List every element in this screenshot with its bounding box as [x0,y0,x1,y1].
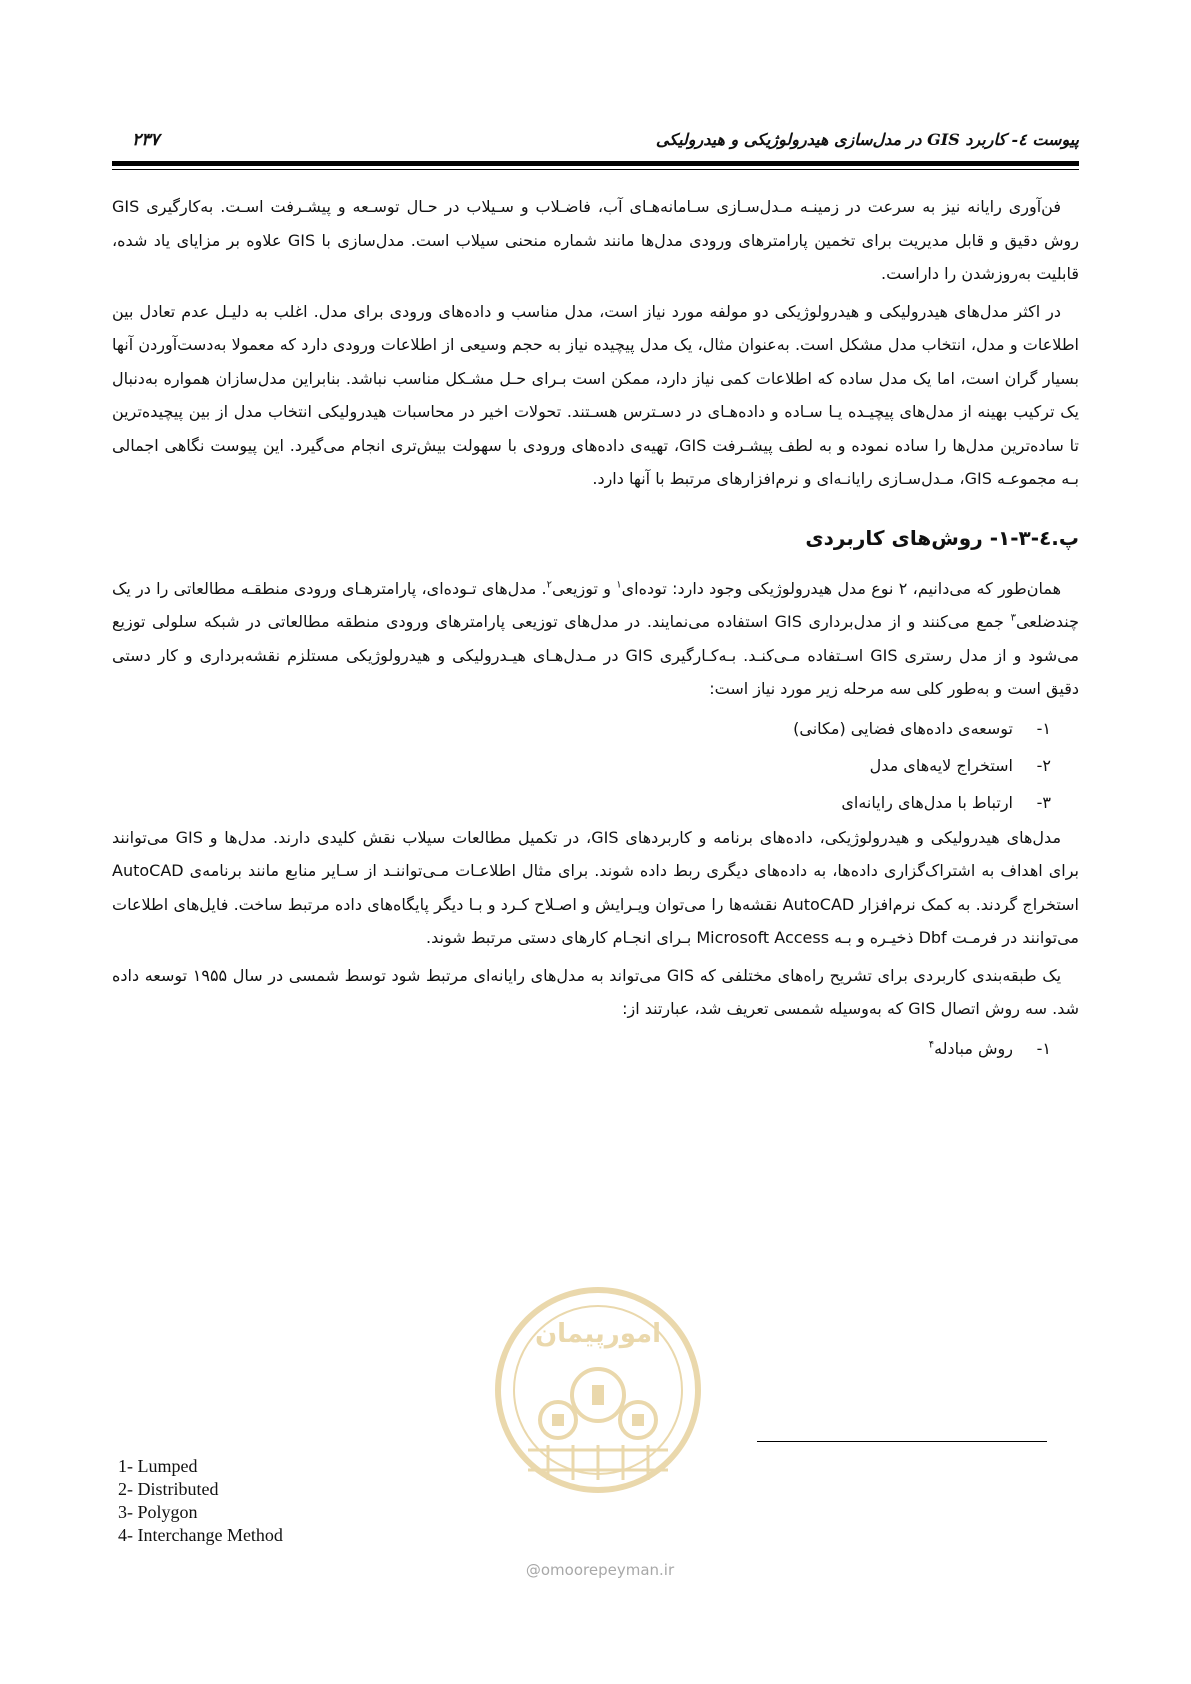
list-item [112,747,1051,784]
paragraph-intro-2: در اکثر مدل‌های هیدرولیکی و هیدرولوژیکی دو مولفه مورد نیاز است، مدل مناسب و داده‌های ورودی برای مدل. اغلب به دلیـل عدم تعادل بین اطلاعات و مدل، انتخاب مدل مشکل است. به‌عنوان مثال، یک مدل پیچیده نیاز به حجم وسیعی از اطلاعات ورودی دارد که معمولا به‌دست‌آوردن آنها بسیار گران است، اما یک مدل ساده که اطلاعات کمی نیاز دارد، ممکن است بـرای حـل مشـکل مناسب نباشد. بنابراین مدل‌سازان همواره به‌دنبال یک ترکیب بهینه از مدل‌های پیچیـده یـا سـاده و داده‌هـای در دسـترس هسـتند. تحولات اخیر در محاسبات هیدرولیکی انتخاب مدل از بین پیچیده‌ترین تا ساده‌ترین مدل‌ها را ساده نموده و به لطف پیشـرفت GIS، تهیه‌ی داده‌های ورودی با سهولت بیش‌تری انجام می‌گیرد. این پیوست نگاهی اجمالی بـه مجموعـه GIS، مـدل‌سـازی رایانـه‌ای و نرم‌افزارهای مرتبط با آنها دارد. [112,301,1079,488]
footnote-4: 4- Interchange Method [118,1525,283,1545]
watermark-url: @omoorepeyman.ir [525,1561,675,1579]
page-number: ۲۳۷ [132,130,160,150]
footnote-3: 3- Polygon [118,1502,198,1522]
paragraph-intro-1: فن‌آوری رایانه نیز به سرعت در زمینـه مـدل‌سـازی سـامانه‌هـای آب، فاضـلاب و سـیلاب در حـال توسـعه و پیشـرفت اسـت. به‌کارگیری GIS روش دقیق و قابل مدیریت برای تخمین پارامترهای ورودی مدل‌ها مانند شماره منحنی سیلاب است. مدل‌سازی با GIS علاوه بر مزایای یاد شده، قابلیت به‌روزشدن را داراست. [112,197,1079,283]
list-text: توسعه‌ی داده‌های فضایی (مکانی) [793,718,1013,738]
paragraph-classification: یک طبقه‌بندی کاربردی برای تشریح راه‌های مختلفی که GIS می‌تواند به مدل‌های رایانه‌ای مرتبط شود توسط شمسی در سال ۱۹۵۵ توسعه داده شد. سه روش اتصال GIS که به‌وسیله شمسی تعریف شد، عبارتند از: [112,965,1079,1018]
text-run: و توزیعی [552,578,617,598]
footnote-2: 2- Distributed [118,1479,219,1499]
running-title: پیوست ٤- کاربرد GIS در مدل‌سازی هیدرولوژیکی و هیدرولیکی [655,130,1079,149]
section-heading: پ.٤-٣-١- روش‌های کاربردی [805,525,1079,550]
footnote-separator [757,1441,1047,1442]
footnote-marker-4: ۴ [928,1039,935,1051]
header-rule-thick [112,161,1079,166]
list-text: روش مبادله [934,1038,1013,1058]
body-text [112,190,1079,1067]
paragraph-gis-links: مدل‌های هیدرولیکی و هیدرولوژیکی، داده‌های برنامه و کاربردهای GIS، در تکمیل مطالعات سیلاب نقش کلیدی دارند. مدل‌ها و GIS می‌توانند برای اهداف به اشتراک‌گزاری داده‌ها، به داده‌های دیگری ربط داده شوند. برای مثال اطلاعـات مـی‌تواننـد از سـایر منابع مانند برنامه‌ی AutoCAD استخراج گردند. به کمک نرم‌افزار AutoCAD نقشه‌ها را می‌توان ویـرایش و اصـلاح کـرد و بـا دیگر پایگاه‌های داده مرتبط ساخت. فایل‌های اطلاعات می‌توانند در فرمـت Dbf ذخیـره و بـه Microsoft Access بـرای انجـام کارهای دستی مرتبط شوند. [112,827,1079,947]
list-item [112,1030,1051,1067]
text-run: جمع می‌کنند و از مدل‌برداری GIS استفاده می‌نمایند. در مدل‌های توزیعی پارامترهای ورودی منطقه مطالعاتی در شبکه سلولی توزیع می‌شود و از مدل رستری GIS اسـتفاده مـی‌کنـد. بـه‌کـارگیری GIS در مـدل‌هـای هیـدرولیکی و هیدرولوژیکی مستلزم نقشه‌برداری و کار دستی دقیق است و به‌طور کلی سه مرحله زیر مورد نیاز است: [112,612,1080,698]
footnote-marker-1: ۱ [616,579,622,591]
list-number: ۱- [1036,1038,1051,1058]
steps-list [112,710,1079,821]
text-run: . مدل‌های تـوده‌ای، پارامترهـای ورودی منطقـه مطالعاتی را در یک چندضلعی [112,578,1080,631]
methods-list [112,1030,1079,1067]
paragraph-model-types [112,572,1079,706]
watermark-logo-text: امورپیمان [534,1319,662,1349]
list-text: استخراج لایه‌های مدل [869,755,1013,775]
running-header [112,130,1079,160]
footnotes [118,1455,283,1547]
list-number: ۲- [1036,755,1051,775]
footnote-marker-2: ۲ [546,579,553,591]
list-number: ۳- [1036,792,1051,812]
list-number: ۱- [1036,718,1051,738]
list-text: ارتباط با مدل‌های رایانه‌ای [841,792,1013,812]
list-item [112,784,1051,821]
header-rule-thin [112,169,1079,170]
watermark-logo [488,1270,708,1570]
footnote-1: 1- Lumped [118,1456,198,1476]
list-item [112,710,1051,747]
footnote-marker-3: ۳ [1010,612,1016,624]
text-run: همان‌طور که می‌دانیم، ۲ نوع مدل هیدرولوژیکی وجود دارد: توده‌ای [621,578,1062,598]
